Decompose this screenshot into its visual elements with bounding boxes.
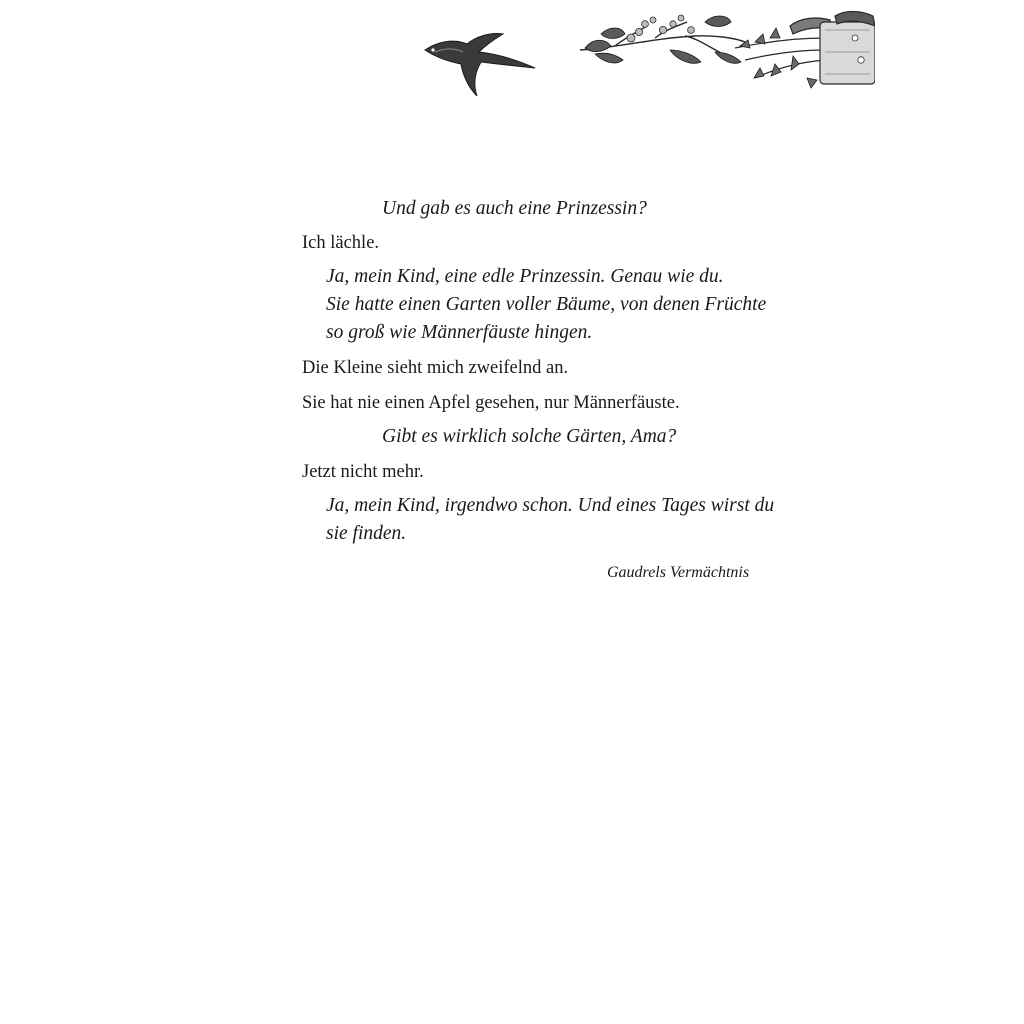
answer-line: sie finden.	[326, 523, 407, 544]
narration-line: Ich lächle.	[302, 233, 380, 253]
answer-line: Ja, mein Kind, eine edle Prinzessin. Genau wie du.	[326, 266, 724, 287]
answer-line: Sie hatte einen Garten voller Bäume, von denen Früchte	[326, 294, 767, 315]
epigraph-source: Gaudrels Vermächtnis	[607, 564, 750, 581]
narration-line: Sie hat nie einen Apfel gesehen, nur Männerfäuste.	[302, 393, 680, 413]
child-question: Und gab es auch eine Prinzessin?	[382, 198, 647, 219]
narration-line: Die Kleine sieht mich zweifelnd an.	[302, 358, 569, 378]
header-illustration	[415, 8, 875, 103]
answer-line: Ja, mein Kind, irgendwo schon. Und eines Tages wirst du	[326, 495, 775, 516]
narration-line: Jetzt nicht mehr.	[302, 462, 424, 482]
berry-branch-icon	[580, 15, 745, 63]
lavender-bundle-icon	[735, 12, 875, 89]
answer-line: so groß wie Männerfäuste hingen.	[326, 322, 593, 343]
child-question: Gibt es wirklich solche Gärten, Ama?	[382, 426, 677, 447]
swallow-icon	[425, 33, 535, 96]
